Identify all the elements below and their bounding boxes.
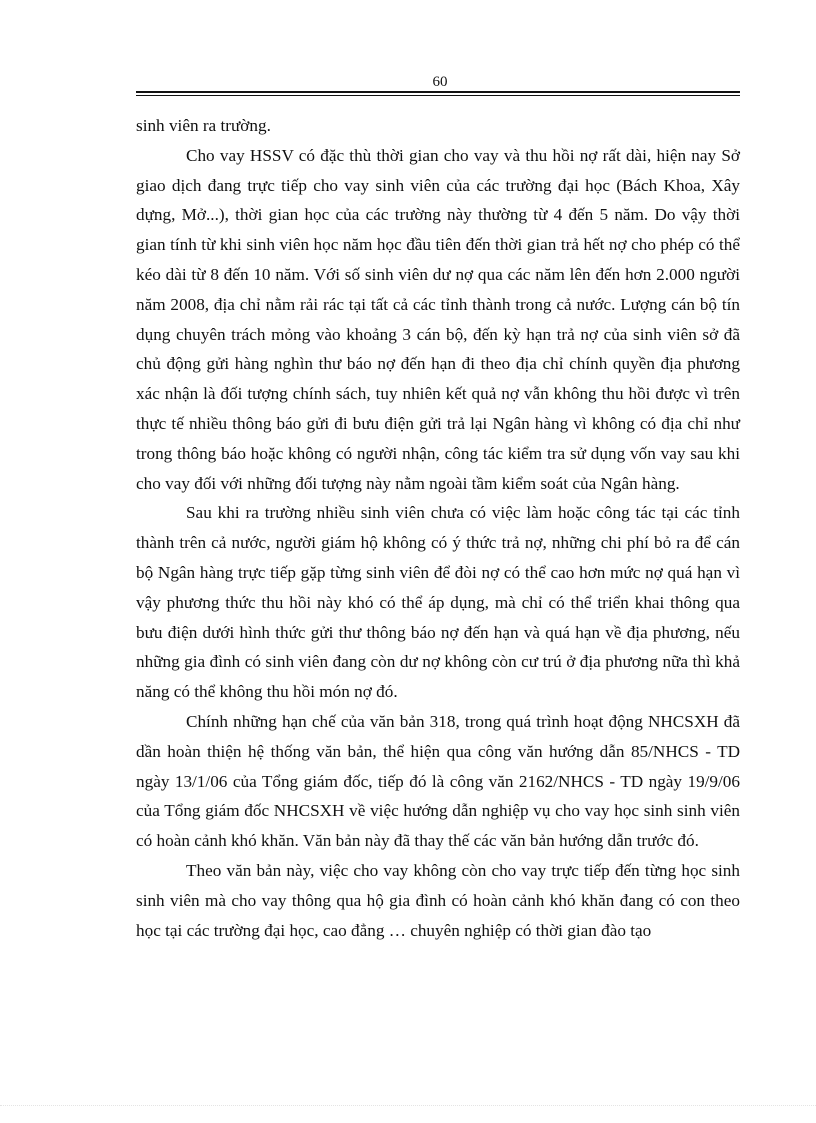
paragraph-after-graduation: Sau khi ra trường nhiều sinh viên chưa có việc làm hoặc công tác tại các tỉnh thành trên cả nước, người giám hộ không có ý thức trả nợ, những chi phí bỏ ra để cán bộ Ngân hàng trực tiếp gặp từng sinh viên để đòi nợ có thể cao hơn mức nợ quá hạn vì vậy phương thức thu hồi này khó có thể áp dụng, mà chỉ có thể triển khai thông qua bưu điện dưới hình thức gửi thư thông báo nợ đến hạn và quá hạn về địa phương, nếu những gia đình có sinh viên đang còn dư nợ không còn cư trú ở địa phương nữa thì khả năng có thể không thu hồi món nợ đó. (136, 503, 740, 702)
body-text (136, 111, 740, 945)
page-number: 60 (432, 74, 448, 90)
header-rule (136, 91, 740, 96)
page-bottom-edge (0, 1105, 816, 1106)
paragraph-document-318: Chính những hạn chế của văn bản 318, trong quá trình hoạt động NHCSXH đã dần hoàn thiện hệ thống văn bản, thể hiện qua công văn hướng dẫn 85/NHCS - TD ngày 13/1/06 của Tổng giám đốc, tiếp đó là công văn 2162/NHCS - TD ngày 19/9/06 của Tổng giám đốc NHCSXH về việc hướng dẫn nghiệp vụ cho vay học sinh sinh viên có hoàn cảnh khó khăn. Văn bản này đã thay thế các văn bản hướng dẫn trước đó. (136, 711, 740, 851)
paragraph-loan-duration: Cho vay HSSV có đặc thù thời gian cho vay và thu hồi nợ rất dài, hiện nay Sở giao dịch đang trực tiếp cho vay sinh viên của các trường đại học (Bách Khoa, Xây dựng, Mở...), thời gian học của các trường này thường từ 4 đến 5 năm. Do vậy thời gian tính từ khi sinh viên học năm học đầu tiên đến thời gian trả hết nợ cho phép có thể kéo dài từ 8 đến 10 năm. Với số sinh viên dư nợ qua các năm lên đến hơn 2.000 người năm 2008, địa chỉ nằm rải rác tại tất cả các tỉnh thành trong cả nước. Lượng cán bộ tín dụng chuyên trách mỏng vào khoảng 3 cán bộ, đến kỳ hạn trả nợ của sinh viên sở đã chủ động gửi hàng nghìn thư báo nợ đến hạn đi theo địa chỉ chính quyền địa phương xác nhận là đối tượng chính sách, tuy nhiên kết quả nợ vẫn không thu hồi được vì trên thực tế nhiều thông báo gửi đi bưu điện gửi trả lại Ngân hàng vì không có địa chỉ như trong thông báo hoặc không có người nhận, công tác kiểm tra sử dụng vốn vay sau khi cho vay đối với những đối tượng này nằm ngoài tầm kiểm soát của Ngân hàng. (136, 145, 740, 493)
paragraph-household-lending: Theo văn bản này, việc cho vay không còn cho vay trực tiếp đến từng học sinh sinh viên mà cho vay thông qua hộ gia đình có hoàn cảnh khó khăn đang có con theo học tại các trường đại học, cao đẳng … chuyên nghiệp có thời gian đào tạo (136, 860, 740, 940)
paragraph-continuation: sinh viên ra trường. (136, 116, 271, 135)
